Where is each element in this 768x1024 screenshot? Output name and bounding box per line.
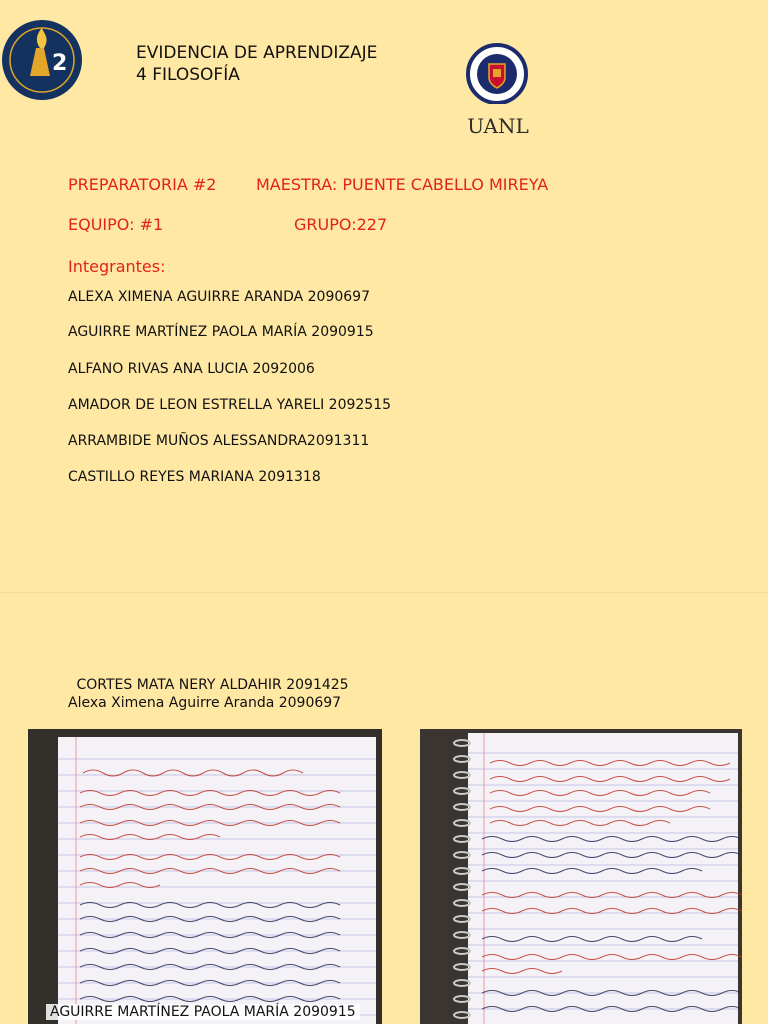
document-title-line-1: EVIDENCIA DE APRENDIZAJE — [136, 43, 378, 63]
member-item: AMADOR DE LEON ESTRELLA YARELI 2092515 — [68, 397, 392, 413]
member-item: ALFANO RIVAS ANA LUCIA 2092006 — [68, 361, 315, 377]
caption-aguirre-aranda: Alexa Ximena Aguirre Aranda 2090697 — [68, 695, 342, 711]
member-item: AGUIRRE MARTÍNEZ PAOLA MARÍA 2090915 — [68, 324, 374, 340]
member-item: ALEXA XIMENA AGUIRRE ARANDA 2090697 — [68, 289, 370, 305]
document-title-line-2: 4 FILOSOFÍA — [136, 65, 240, 85]
maestra-label: MAESTRA: PUENTE CABELLO MIREYA — [256, 175, 549, 194]
notebook-photo-left — [28, 729, 382, 1024]
grupo-label: GRUPO:227 — [294, 215, 388, 234]
member-item: ARRAMBIDE MUÑOS ALESSANDRA2091311 — [68, 433, 370, 449]
notebook-photo-right — [420, 729, 742, 1024]
uanl-logo — [460, 42, 536, 138]
slide-divider — [0, 592, 768, 593]
equipo-label: EQUIPO: #1 — [68, 215, 164, 234]
caption-cortes: CORTES MATA NERY ALDAHIR 2091425 — [72, 677, 349, 693]
uanl-wordmark: UANL — [467, 114, 529, 138]
member-item: CASTILLO REYES MARIANA 2091318 — [68, 469, 321, 485]
preparatoria-label: PREPARATORIA #2 — [68, 175, 217, 194]
preparatoria-2-logo — [0, 18, 84, 102]
svg-text:2: 2 — [52, 51, 68, 76]
caption-aguirre-martinez: AGUIRRE MARTÍNEZ PAOLA MARÍA 2090915 — [46, 1004, 360, 1020]
integrantes-heading: Integrantes: — [68, 257, 166, 276]
